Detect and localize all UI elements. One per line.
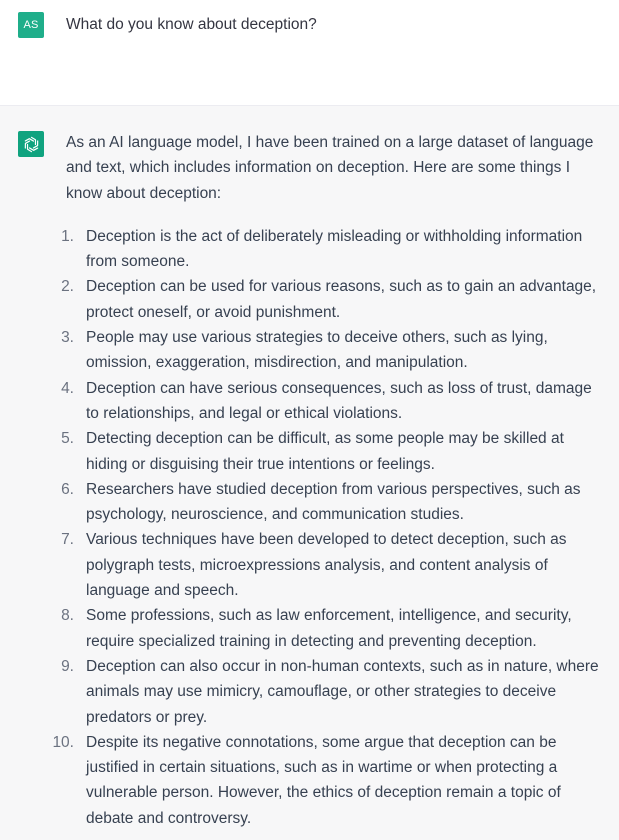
list-text: Researchers have studied deception from various perspectives, such as psychology, neuroscience, and communication studies. <box>86 480 581 524</box>
list-text: Various techniques have been developed to detect deception, such as polygraph tests, microexpressions analysis, and content analysis of language and speech. <box>86 531 567 600</box>
user-avatar: AS <box>18 12 44 38</box>
list-text: People may use various strategies to deceive others, such as lying, omission, exaggeration, misdirection, and manipulation. <box>86 329 548 372</box>
list-number: 1. <box>61 227 74 245</box>
assistant-message <box>52 130 606 831</box>
list-text: Some professions, such as law enforcement, intelligence, and security, require specialized training in detecting and preventing deception. <box>86 607 572 650</box>
list-item <box>61 224 606 275</box>
list-number: 8. <box>61 607 74 625</box>
list-text: Detecting deception can be difficult, as some people may be skilled at hiding or disguising their true intentions or feelings. <box>86 430 564 473</box>
list-text: Deception can be used for various reasons, such as to gain an advantage, protect oneself, or avoid punishment. <box>86 278 597 321</box>
assistant-avatar <box>18 131 44 157</box>
deception-facts-list <box>52 224 606 831</box>
list-item <box>61 477 606 528</box>
list-number: 2. <box>61 278 74 296</box>
list-number: 4. <box>61 379 74 397</box>
list-item <box>61 654 606 730</box>
openai-logo-icon <box>22 135 41 154</box>
list-number: 6. <box>61 480 74 498</box>
list-number: 10. <box>52 733 74 751</box>
list-item <box>61 527 606 603</box>
user-message-row <box>0 0 619 106</box>
list-number: 5. <box>61 430 74 448</box>
assistant-intro: As an AI language model, I have been trained on a large dataset of language and text, which includes information on deception. Here are some things I know about deception: <box>66 134 594 202</box>
user-message-text: What do you know about deception? <box>66 16 317 33</box>
list-number: 3. <box>61 329 74 347</box>
list-text: Deception can also occur in non-human contexts, such as in nature, where animals may use mimicry, camouflage, or other strategies to deceive predators or prey. <box>86 657 599 726</box>
list-item <box>61 426 606 477</box>
list-text: Deception is the act of deliberately misleading or withholding information from someone. <box>86 227 583 271</box>
list-item <box>61 376 606 427</box>
list-text: Deception can have serious consequences, such as loss of trust, damage to relationships, and legal or ethical violations. <box>86 379 592 422</box>
list-item <box>61 274 606 325</box>
list-item <box>52 730 606 831</box>
list-item <box>61 603 606 654</box>
list-item <box>61 325 606 376</box>
list-number: 7. <box>61 531 74 549</box>
list-number: 9. <box>61 657 74 675</box>
list-text: Despite its negative connotations, some argue that deception can be justified in certain situations, such as in wartime or when protecting a vulnerable person. However, the ethics of deception remain a topic of debate and controversy. <box>86 733 561 827</box>
